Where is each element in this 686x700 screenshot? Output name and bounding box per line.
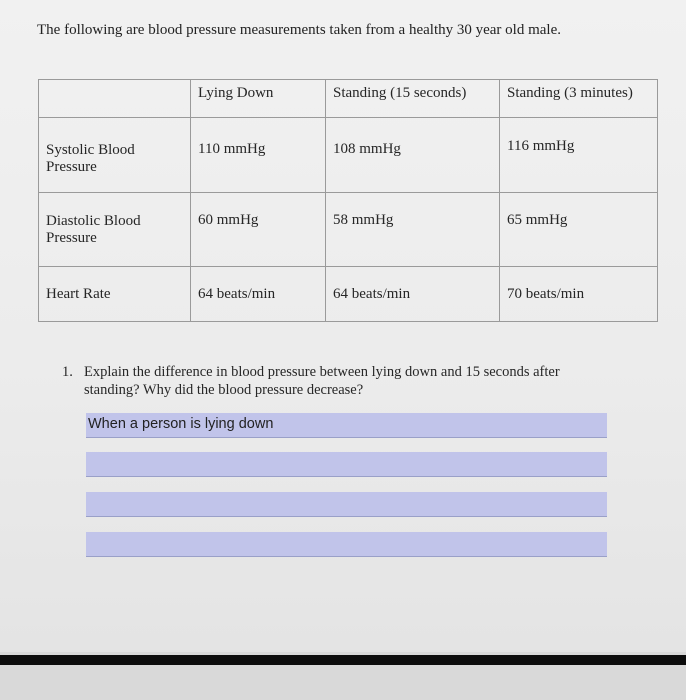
answer-line-1[interactable] (86, 413, 607, 438)
table-row-systolic (39, 118, 658, 193)
answer-text-1: When a person is lying down (88, 416, 274, 432)
answer-line-4[interactable] (86, 532, 607, 557)
answer-text-2 (86, 452, 607, 455)
intro-text: The following are blood pressure measurements taken from a healthy 30 year old male. (37, 22, 561, 38)
systolic-standing-15s: 108 mmHg (326, 118, 500, 193)
answer-line-3[interactable] (86, 492, 607, 517)
header-standing-3min: Standing (3 minutes) (500, 80, 658, 118)
question-text-line-2: standing? Why did the blood pressure decrease? (84, 382, 364, 398)
table-header-row (39, 80, 658, 118)
answer-line-2[interactable] (86, 452, 607, 477)
systolic-lying-down: 110 mmHg (191, 118, 326, 193)
question-text-line-1: Explain the difference in blood pressure between lying down and 15 seconds after (84, 364, 560, 380)
page-edge-shadow (0, 655, 686, 665)
header-empty-cell (39, 80, 191, 118)
header-standing-15s: Standing (15 seconds) (326, 80, 500, 118)
table-row-heart-rate (39, 267, 658, 322)
row-label-heart-rate: Heart Rate (39, 267, 191, 322)
heart-rate-standing-15s: 64 beats/min (326, 267, 500, 322)
diastolic-lying-down: 60 mmHg (191, 193, 326, 267)
blood-pressure-table (38, 79, 658, 322)
answer-text-4 (86, 532, 607, 535)
systolic-standing-3min: 116 mmHg (500, 118, 658, 193)
table-row-diastolic (39, 193, 658, 267)
row-label-systolic: Systolic Blood Pressure (39, 118, 191, 193)
heart-rate-lying-down: 64 beats/min (191, 267, 326, 322)
diastolic-standing-3min: 65 mmHg (500, 193, 658, 267)
question-number: 1. (62, 364, 73, 380)
question-1 (62, 363, 622, 399)
answer-text-3 (86, 492, 607, 495)
row-label-diastolic: Diastolic Blood Pressure (39, 193, 191, 267)
header-lying-down: Lying Down (191, 80, 326, 118)
heart-rate-standing-3min: 70 beats/min (500, 267, 658, 322)
diastolic-standing-15s: 58 mmHg (326, 193, 500, 267)
